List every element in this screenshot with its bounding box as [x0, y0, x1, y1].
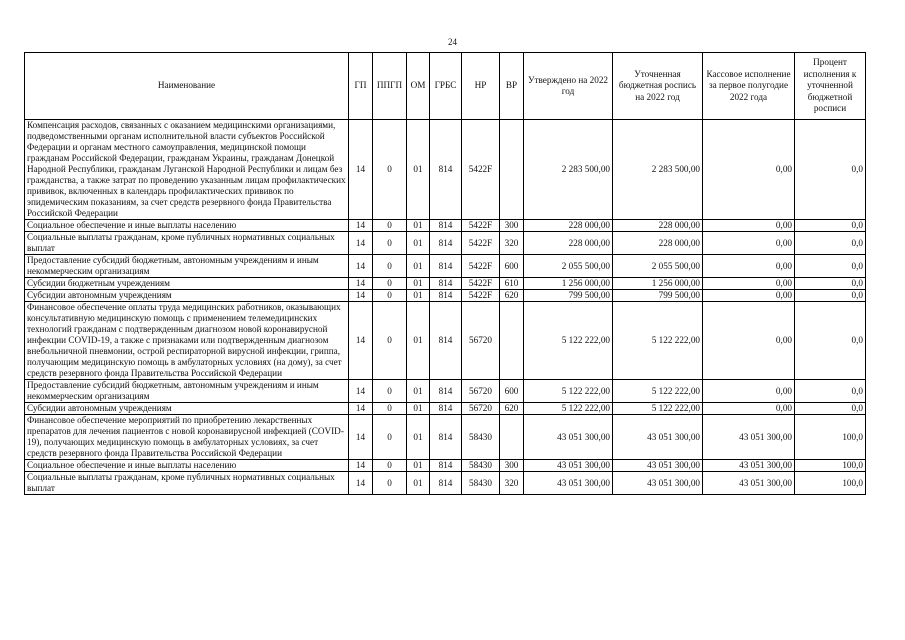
cell-ppgp: 0	[373, 220, 407, 232]
cell-refined: 799 500,00	[613, 290, 703, 302]
col-header-ppgp: ППГП	[373, 53, 407, 120]
cell-ppgp: 0	[373, 255, 407, 278]
cell-percent: 100,0	[795, 415, 866, 460]
cell-cash: 0,00	[703, 278, 795, 290]
cell-name: Субсидии бюджетным учреждениям	[25, 278, 349, 290]
cell-om: 01	[407, 472, 430, 495]
cell-vr: 620	[500, 290, 524, 302]
cell-percent: 0,0	[795, 278, 866, 290]
cell-nr: 5422F	[462, 255, 500, 278]
cell-refined: 228 000,00	[613, 220, 703, 232]
cell-grbs: 814	[430, 120, 462, 220]
budget-table	[24, 52, 866, 495]
cell-ppgp: 0	[373, 472, 407, 495]
col-header-vr: ВР	[500, 53, 524, 120]
cell-vr: 300	[500, 220, 524, 232]
cell-ppgp: 0	[373, 380, 407, 403]
cell-om: 01	[407, 460, 430, 472]
cell-grbs: 814	[430, 415, 462, 460]
cell-name: Компенсация расходов, связанных с оказанием медицинскими организациями, подведомственными органам исполнительной власти субъектов Российской Федерации и органам местного самоуправления, медицинской помощи гражданам Российской Федерации, гражданам Украины, гражданам Донецкой Народной Республики, гражданам Луганской Народной Республики и лицам без гражданства, а также затрат по проведению указанным лицам профилактических прививок, включенных в календарь профилактических прививок по эпидемическим показаниям, за счет средств резервного фонда Правительства Российской Федерации	[25, 120, 349, 220]
cell-cash: 0,00	[703, 255, 795, 278]
cell-name: Финансовое обеспечение оплаты труда медицинских работников, оказывающих консультативную медицинскую помощь с применением телемедицинских технологий гражданам с подтвержденным диагнозом новой коронавирусной инфекции COVID-19, а также с признаками или подтвержденным диагнозом внебольничной пневмонии, острой респираторной вирусной инфекции, гриппа, получающим медицинскую помощь в амбулаторных условиях (на дому), за счет средств резервного фонда Правительства Российской Федерации	[25, 302, 349, 380]
table-row	[25, 460, 866, 472]
cell-name: Финансовое обеспечение мероприятий по приобретению лекарственных препаратов для лечения пациентов с новой коронавирусной инфекцией (COVID-19), получающих медицинскую помощь в амбулаторных условиях, за счет средств резервного фонда Правительства Российской Федерации	[25, 415, 349, 460]
cell-name: Предоставление субсидий бюджетным, автономным учреждениям и иным некоммерческим организациям	[25, 380, 349, 403]
cell-grbs: 814	[430, 403, 462, 415]
cell-name: Социальное обеспечение и иные выплаты населению	[25, 220, 349, 232]
col-header-grbs: ГРБС	[430, 53, 462, 120]
cell-refined: 5 122 222,00	[613, 302, 703, 380]
cell-om: 01	[407, 403, 430, 415]
cell-refined: 1 256 000,00	[613, 278, 703, 290]
cell-grbs: 814	[430, 472, 462, 495]
table-row	[25, 472, 866, 495]
cell-name: Субсидии автономным учреждениям	[25, 290, 349, 302]
cell-grbs: 814	[430, 302, 462, 380]
cell-approved: 1 256 000,00	[524, 278, 613, 290]
cell-percent: 100,0	[795, 472, 866, 495]
cell-percent: 0,0	[795, 290, 866, 302]
table-row	[25, 220, 866, 232]
cell-nr: 58430	[462, 415, 500, 460]
cell-ppgp: 0	[373, 278, 407, 290]
cell-cash: 0,00	[703, 220, 795, 232]
cell-approved: 5 122 222,00	[524, 302, 613, 380]
cell-cash: 43 051 300,00	[703, 460, 795, 472]
cell-cash: 0,00	[703, 380, 795, 403]
table-header-row	[25, 53, 866, 120]
table-row	[25, 290, 866, 302]
cell-percent: 0,0	[795, 120, 866, 220]
table-row	[25, 232, 866, 255]
cell-om: 01	[407, 415, 430, 460]
cell-refined: 5 122 222,00	[613, 403, 703, 415]
cell-refined: 43 051 300,00	[613, 460, 703, 472]
col-header-nr: НР	[462, 53, 500, 120]
cell-cash: 0,00	[703, 120, 795, 220]
cell-grbs: 814	[430, 290, 462, 302]
cell-vr: 600	[500, 380, 524, 403]
cell-nr: 58430	[462, 460, 500, 472]
cell-ppgp: 0	[373, 232, 407, 255]
cell-gp: 14	[349, 302, 373, 380]
cell-percent: 0,0	[795, 403, 866, 415]
cell-vr: 320	[500, 232, 524, 255]
table-row	[25, 415, 866, 460]
cell-approved: 228 000,00	[524, 220, 613, 232]
cell-om: 01	[407, 290, 430, 302]
cell-om: 01	[407, 278, 430, 290]
cell-gp: 14	[349, 380, 373, 403]
col-header-percent: Процент исполнения к уточненной бюджетной росписи	[795, 53, 866, 120]
cell-nr: 5422F	[462, 120, 500, 220]
cell-percent: 0,0	[795, 232, 866, 255]
cell-percent: 100,0	[795, 460, 866, 472]
cell-grbs: 814	[430, 278, 462, 290]
cell-nr: 5422F	[462, 278, 500, 290]
cell-vr	[500, 120, 524, 220]
cell-ppgp: 0	[373, 415, 407, 460]
cell-refined: 228 000,00	[613, 232, 703, 255]
cell-vr	[500, 415, 524, 460]
col-header-name: Наименование	[25, 53, 349, 120]
cell-vr: 600	[500, 255, 524, 278]
cell-grbs: 814	[430, 232, 462, 255]
cell-cash: 0,00	[703, 403, 795, 415]
cell-nr: 56720	[462, 302, 500, 380]
cell-percent: 0,0	[795, 220, 866, 232]
cell-ppgp: 0	[373, 403, 407, 415]
cell-refined: 2 055 500,00	[613, 255, 703, 278]
table-row	[25, 403, 866, 415]
cell-gp: 14	[349, 460, 373, 472]
cell-percent: 0,0	[795, 302, 866, 380]
col-header-approved: Утверждено на 2022 год	[524, 53, 613, 120]
cell-gp: 14	[349, 255, 373, 278]
cell-refined: 43 051 300,00	[613, 472, 703, 495]
cell-grbs: 814	[430, 220, 462, 232]
cell-om: 01	[407, 220, 430, 232]
cell-approved: 43 051 300,00	[524, 472, 613, 495]
cell-gp: 14	[349, 232, 373, 255]
cell-approved: 43 051 300,00	[524, 415, 613, 460]
table-row	[25, 278, 866, 290]
cell-nr: 56720	[462, 403, 500, 415]
table-row	[25, 302, 866, 380]
cell-grbs: 814	[430, 380, 462, 403]
cell-approved: 5 122 222,00	[524, 403, 613, 415]
cell-ppgp: 0	[373, 290, 407, 302]
cell-approved: 2 283 500,00	[524, 120, 613, 220]
cell-om: 01	[407, 380, 430, 403]
cell-name: Социальное обеспечение и иные выплаты населению	[25, 460, 349, 472]
cell-om: 01	[407, 255, 430, 278]
cell-om: 01	[407, 120, 430, 220]
cell-vr: 300	[500, 460, 524, 472]
cell-approved: 5 122 222,00	[524, 380, 613, 403]
cell-gp: 14	[349, 415, 373, 460]
cell-name: Социальные выплаты гражданам, кроме публичных нормативных социальных выплат	[25, 472, 349, 495]
cell-vr	[500, 302, 524, 380]
cell-cash: 0,00	[703, 232, 795, 255]
cell-ppgp: 0	[373, 460, 407, 472]
cell-gp: 14	[349, 472, 373, 495]
col-header-refined: Уточненная бюджетная роспись на 2022 год	[613, 53, 703, 120]
table-row	[25, 120, 866, 220]
cell-gp: 14	[349, 120, 373, 220]
cell-refined: 43 051 300,00	[613, 415, 703, 460]
cell-vr: 320	[500, 472, 524, 495]
cell-name: Социальные выплаты гражданам, кроме публичных нормативных социальных выплат	[25, 232, 349, 255]
table-row	[25, 380, 866, 403]
cell-cash: 0,00	[703, 302, 795, 380]
cell-gp: 14	[349, 220, 373, 232]
cell-vr: 610	[500, 278, 524, 290]
cell-grbs: 814	[430, 255, 462, 278]
cell-approved: 228 000,00	[524, 232, 613, 255]
cell-approved: 43 051 300,00	[524, 460, 613, 472]
col-header-cash: Кассовое исполнение за первое полугодие 2022 года	[703, 53, 795, 120]
cell-ppgp: 0	[373, 120, 407, 220]
cell-nr: 5422F	[462, 220, 500, 232]
cell-grbs: 814	[430, 460, 462, 472]
cell-refined: 2 283 500,00	[613, 120, 703, 220]
cell-percent: 0,0	[795, 380, 866, 403]
cell-nr: 5422F	[462, 232, 500, 255]
col-header-om: ОМ	[407, 53, 430, 120]
cell-cash: 0,00	[703, 290, 795, 302]
cell-percent: 0,0	[795, 255, 866, 278]
cell-approved: 2 055 500,00	[524, 255, 613, 278]
cell-gp: 14	[349, 278, 373, 290]
cell-gp: 14	[349, 290, 373, 302]
cell-approved: 799 500,00	[524, 290, 613, 302]
cell-cash: 43 051 300,00	[703, 415, 795, 460]
cell-om: 01	[407, 302, 430, 380]
col-header-gp: ГП	[349, 53, 373, 120]
cell-nr: 5422F	[462, 290, 500, 302]
cell-cash: 43 051 300,00	[703, 472, 795, 495]
page-number: 24	[448, 37, 457, 47]
cell-refined: 5 122 222,00	[613, 380, 703, 403]
cell-name: Субсидии автономным учреждениям	[25, 403, 349, 415]
cell-nr: 58430	[462, 472, 500, 495]
cell-gp: 14	[349, 403, 373, 415]
table-row	[25, 255, 866, 278]
cell-vr: 620	[500, 403, 524, 415]
table-body	[25, 120, 866, 495]
cell-om: 01	[407, 232, 430, 255]
cell-ppgp: 0	[373, 302, 407, 380]
cell-nr: 56720	[462, 380, 500, 403]
cell-name: Предоставление субсидий бюджетным, автономным учреждениям и иным некоммерческим организациям	[25, 255, 349, 278]
